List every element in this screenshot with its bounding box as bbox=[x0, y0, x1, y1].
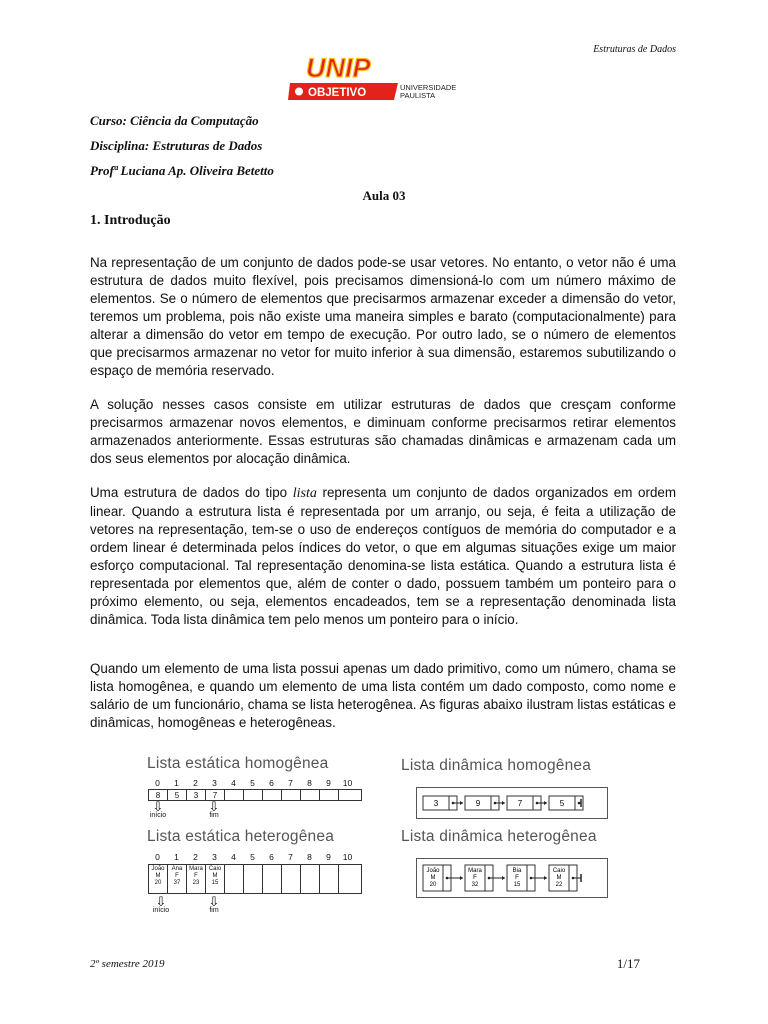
record-field: Ana bbox=[171, 866, 183, 872]
paragraph-3-end: representa um conjunto de dados organizados em ordem linear. Quando a estrutura lista é representada por um arranjo, ou seja, é feita a utilização de vetores na representação, tem-se o uso de endereços contíguos de memória do computador e a ordem linear é determinada pelos índices do vetor, o que em algumas situações exige um maior esforço computacional. Tal representação denomina-se lista estática. Quando a estrutura lista é representada por elementos que, além de conter o dado, possuem também um ponteiro para o próximo elemento, ou seja, elementos encadeados, tem se a representação denominada lista dinâmica. Toda lista dinâmica tem pelo menos um ponteiro para o início. bbox=[90, 485, 676, 627]
static-heterogeneous-array bbox=[148, 864, 362, 894]
record-field: F bbox=[175, 873, 179, 879]
dynamic-heterogeneous-frame bbox=[416, 858, 608, 898]
static-heterogeneous-start-pointer bbox=[149, 894, 173, 914]
record-cell bbox=[186, 864, 205, 894]
record-cell bbox=[338, 864, 362, 894]
array-cell: 8 bbox=[148, 789, 167, 801]
linked-list-diagram bbox=[421, 795, 605, 811]
array-index: 10 bbox=[342, 778, 353, 788]
node-value: M bbox=[430, 875, 436, 881]
node-value: Caio bbox=[552, 868, 566, 874]
logo-sub-brand: OBJETIVO bbox=[308, 87, 367, 99]
array-cell bbox=[262, 789, 281, 801]
record-field: 23 bbox=[192, 880, 200, 886]
node-value: Bia bbox=[512, 868, 522, 874]
list-node bbox=[465, 865, 505, 891]
professor-line: Profª Luciana Ap. Oliveira Betetto bbox=[90, 163, 274, 178]
logo-brand: UNIP bbox=[306, 53, 371, 83]
record-field: M bbox=[212, 873, 218, 879]
array-index: 9 bbox=[326, 778, 331, 788]
array-index: 9 bbox=[326, 852, 331, 862]
list-node bbox=[549, 865, 581, 891]
array-cell: 3 bbox=[186, 789, 205, 801]
node-value: M bbox=[556, 875, 562, 881]
section-title: 1. Introdução bbox=[90, 213, 171, 228]
paragraph-3-italic-term: lista bbox=[292, 486, 317, 501]
array-cell: 7 bbox=[205, 789, 224, 801]
discipline-line: Disciplina: Estruturas de Dados bbox=[90, 138, 263, 153]
record-cell bbox=[148, 864, 167, 894]
paragraph-4: Quando um elemento de uma lista possui apenas um dado primitivo, como um número, chama se lista homogênea, e quando um elemento de uma lista contém um dado composto, como nome e salário de um funcionário, chama se lista heterogênea. As figuras abaixo ilustram listas estáticas e dinâmicas, homogêneas e heterogêneas. bbox=[90, 661, 676, 730]
array-cell bbox=[281, 789, 300, 801]
list-node bbox=[423, 796, 463, 810]
array-index: 4 bbox=[231, 852, 236, 862]
array-index: 8 bbox=[307, 778, 312, 788]
arrowhead bbox=[544, 876, 547, 880]
paragraph-1: Na representação de um conjunto de dados pode-se usar vetores. No entanto, o vetor não é uma estrutura de dados muito flexível, pois precisamos dimensioná-lo com um número máximo de elementos. Se o número de elementos que precisarmos armazenar exceder a dimensão do vetor, teremos um problema, pois não existe uma maneira simples e barato (computacionalmente) para alterar a dimensão do vetor em tempo de execução. Por outro lado, se o número de elementos que precisarmos armazenar no vetor for muito inferior à sua dimensão, estaremos subutilizando o espaço de memória reservado. bbox=[90, 255, 676, 378]
array-cell bbox=[319, 789, 338, 801]
page-number: 1/17 bbox=[616, 956, 640, 971]
record-cell bbox=[224, 864, 243, 894]
record-field: 37 bbox=[173, 880, 181, 886]
list-node bbox=[507, 865, 547, 891]
record-field: Mara bbox=[189, 866, 203, 872]
arrowhead bbox=[460, 801, 463, 805]
node-value: 32 bbox=[471, 882, 479, 888]
down-arrow-icon: ⇩ bbox=[155, 894, 167, 909]
node-value: F bbox=[515, 875, 519, 881]
node-value: 15 bbox=[513, 882, 521, 888]
start-label: início bbox=[149, 812, 167, 819]
list-node bbox=[549, 796, 583, 810]
arrowhead bbox=[502, 876, 505, 880]
record-field: 15 bbox=[211, 880, 219, 886]
node-value: João bbox=[426, 868, 440, 874]
end-label: fim bbox=[209, 907, 219, 914]
node-value: 7 bbox=[517, 799, 523, 808]
node-value: 3 bbox=[433, 799, 439, 808]
node-value: 9 bbox=[475, 799, 481, 808]
lesson-title: Aula 03 bbox=[362, 188, 406, 203]
record-field: F bbox=[194, 873, 198, 879]
record-field: M bbox=[155, 873, 161, 879]
node-value: Mara bbox=[468, 868, 482, 874]
dynamic-homogeneous-list bbox=[421, 795, 605, 811]
array-index: 2 bbox=[193, 778, 198, 788]
node-value: 20 bbox=[429, 882, 437, 888]
array-cell bbox=[224, 789, 243, 801]
node-value: F bbox=[473, 875, 477, 881]
array-index: 7 bbox=[288, 852, 293, 862]
arrowhead bbox=[544, 801, 547, 805]
dynamic-homogeneous-frame bbox=[416, 787, 608, 819]
list-node bbox=[423, 865, 463, 891]
linked-list-diagram bbox=[421, 864, 605, 892]
record-cell bbox=[281, 864, 300, 894]
array-index: 0 bbox=[155, 852, 160, 862]
arrowhead bbox=[502, 801, 505, 805]
logo-tagline-2: PAULISTA bbox=[400, 91, 436, 100]
dynamic-homogeneous-title: Lista dinâmica homogênea bbox=[401, 757, 592, 774]
array-index: 10 bbox=[342, 852, 353, 862]
logo-graphic bbox=[288, 53, 468, 101]
array-index: 8 bbox=[307, 852, 312, 862]
array-index: 2 bbox=[193, 852, 198, 862]
static-homogeneous-array bbox=[148, 789, 362, 801]
array-index: 3 bbox=[212, 778, 217, 788]
static-homogeneous-indices bbox=[148, 778, 357, 788]
list-node bbox=[465, 796, 505, 810]
paragraph-2: A solução nesses casos consiste em utilizar estruturas de dados que cresçam conforme precisarmos armazenar novos elementos, e diminuam conforme precisarmos retirar elementos armazenados anteriormente. Essas estruturas são chamadas dinâmicas e armazenam cada um dos seus elementos por alocação dinâmica. bbox=[90, 397, 676, 466]
running-header: Estruturas de Dados bbox=[593, 44, 676, 55]
record-cell bbox=[319, 864, 338, 894]
down-arrow-icon: ⇩ bbox=[208, 894, 220, 909]
record-field: Caio bbox=[208, 866, 222, 872]
record-cell bbox=[205, 864, 224, 894]
static-heterogeneous-indices bbox=[148, 852, 357, 862]
end-label: fim bbox=[209, 812, 219, 819]
node-value: 22 bbox=[555, 882, 563, 888]
static-homogeneous-start-pointer bbox=[146, 799, 170, 819]
array-cell bbox=[338, 789, 362, 801]
array-index: 1 bbox=[174, 852, 179, 862]
logo-tagline-1: UNIVERSIDADE bbox=[400, 83, 457, 92]
dynamic-heterogeneous-list bbox=[421, 864, 605, 892]
course-line: Curso: Ciência da Computação bbox=[90, 113, 259, 128]
start-label: início bbox=[152, 907, 170, 914]
paragraph-3 bbox=[90, 484, 676, 629]
paragraph-3-start: Uma estrutura de dados do tipo bbox=[90, 485, 293, 500]
down-arrow-icon: ⇩ bbox=[208, 799, 220, 814]
array-index: 4 bbox=[231, 778, 236, 788]
record-field: 20 bbox=[154, 880, 162, 886]
unip-objetivo-logo bbox=[288, 53, 468, 101]
static-homogeneous-title: Lista estática homogênea bbox=[147, 755, 329, 772]
down-arrow-icon: ⇩ bbox=[152, 799, 164, 814]
static-heterogeneous-end-pointer bbox=[202, 894, 226, 914]
array-index: 7 bbox=[288, 778, 293, 788]
arrowhead bbox=[460, 876, 463, 880]
array-index: 5 bbox=[250, 852, 255, 862]
footer-semester: 2º semestre 2019 bbox=[90, 958, 165, 970]
array-cell bbox=[300, 789, 319, 801]
array-cell bbox=[243, 789, 262, 801]
array-index: 3 bbox=[212, 852, 217, 862]
record-cell bbox=[262, 864, 281, 894]
record-field: João bbox=[151, 866, 165, 872]
dynamic-heterogeneous-title: Lista dinâmica heterogênea bbox=[401, 828, 597, 845]
static-heterogeneous-title: Lista estática heterogênea bbox=[147, 828, 335, 845]
array-index: 5 bbox=[250, 778, 255, 788]
array-cell: 5 bbox=[167, 789, 186, 801]
array-index: 6 bbox=[269, 778, 274, 788]
node-value: 5 bbox=[559, 799, 565, 808]
record-cell bbox=[167, 864, 186, 894]
record-cell bbox=[300, 864, 319, 894]
array-index: 1 bbox=[174, 778, 179, 788]
list-node bbox=[507, 796, 547, 810]
array-index: 6 bbox=[269, 852, 274, 862]
array-index: 0 bbox=[155, 778, 160, 788]
record-cell bbox=[243, 864, 262, 894]
static-homogeneous-end-pointer bbox=[202, 799, 226, 819]
